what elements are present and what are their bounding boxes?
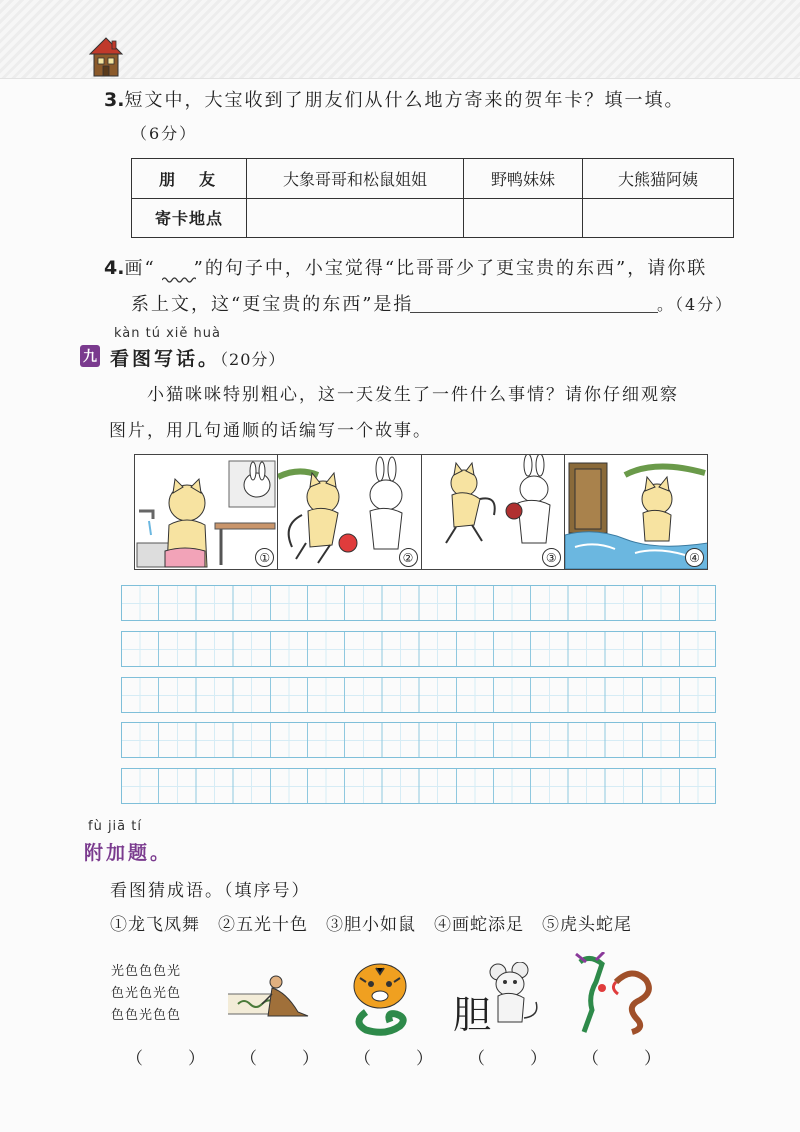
answer-cell[interactable] [464,198,583,238]
color-grid-line: 色光色光色 [111,986,182,1001]
question-text-b: ”的句子中，小宝觉得“比哥哥少了更宝贵的东西”，请你联 [193,258,708,279]
idiom-list: ①龙飞凤舞 ②五光十色 ③胆小如鼠 ④画蛇添足 ⑤虎头蛇尾 [110,915,632,935]
dragon-phoenix-icon [566,952,656,1036]
dan-character: 胆 [453,993,492,1037]
writing-grid-row[interactable] [121,677,716,713]
comic-panel [565,455,707,569]
greeting-card-table [131,158,734,238]
question-3-score: （6分） [131,124,198,143]
extra-pinyin: fù jiā tí [88,819,142,834]
friend-cell: 大象哥哥和松鼠姐姐 [247,159,464,199]
section-badge: 九 [80,345,100,367]
question-text-a: 画“ [124,258,156,279]
answer-blank[interactable]: （ ） [240,1049,333,1069]
extra-title: 附加题。 [84,842,173,864]
section-title: 看图写话。 [110,348,221,370]
header-friends: 朋 友 [132,159,247,199]
answer-blank[interactable]: （ ） [468,1049,561,1069]
friend-cell: 大熊猫阿姨 [583,159,734,199]
prompt-line-2: 图片，用几句通顺的话编写一个故事。 [109,421,432,441]
color-grid-line: 色色光色色 [111,1008,182,1023]
comic-panel [135,455,278,569]
color-grid-clue [111,961,181,1027]
comic-panel [422,455,565,569]
question-number: 3. [104,89,125,111]
comic-strip [134,454,708,570]
painting-snake-icon [228,970,312,1022]
question-3 [104,86,684,112]
answer-blank[interactable]: （ ） [582,1049,675,1069]
section-pinyin: kàn tú xiě huà [114,326,221,341]
mouse-icon [486,962,546,1028]
wavy-line-icon [162,276,196,284]
extra-instruction: 看图猜成语。（填序号） [110,881,311,901]
writing-grid-row[interactable] [121,768,716,804]
question-4-score: 。（4分） [657,295,734,314]
writing-grid-row[interactable] [121,631,716,667]
writing-grid-row[interactable] [121,722,716,758]
answer-cell[interactable] [583,198,734,238]
comic-panel [278,455,421,569]
question-4-line2: 系上文，这“更宝贵的东西”是指 [131,294,414,315]
panel-number: ② [399,548,418,567]
house-icon [88,36,124,78]
question-text: 短文中，大宝收到了朋友们从什么地方寄来的贺年卡？填一填。 [124,90,685,111]
answer-blank[interactable] [410,312,658,313]
section-score: （20分） [220,350,286,369]
answer-cell[interactable] [247,198,464,238]
question-number: 4. [104,257,125,279]
prompt-line-1: 小猫咪咪特别粗心，这一天发生了一件什么事情？请你仔细观察 [147,385,679,405]
answer-blank[interactable]: （ ） [126,1049,219,1069]
table-row [132,159,734,199]
table-row [132,198,734,238]
panel-number: ③ [542,548,561,567]
answer-blank[interactable]: （ ） [354,1049,447,1069]
writing-grid-row[interactable] [121,585,716,621]
panel-number: ① [255,548,274,567]
header-place: 寄卡地点 [132,198,247,238]
panel-number: ④ [685,548,704,567]
section-heading [110,344,285,371]
friend-cell: 野鸭妹妹 [464,159,583,199]
tiger-snake-icon [346,960,414,1038]
color-grid-line: 光色色色光 [111,964,182,979]
